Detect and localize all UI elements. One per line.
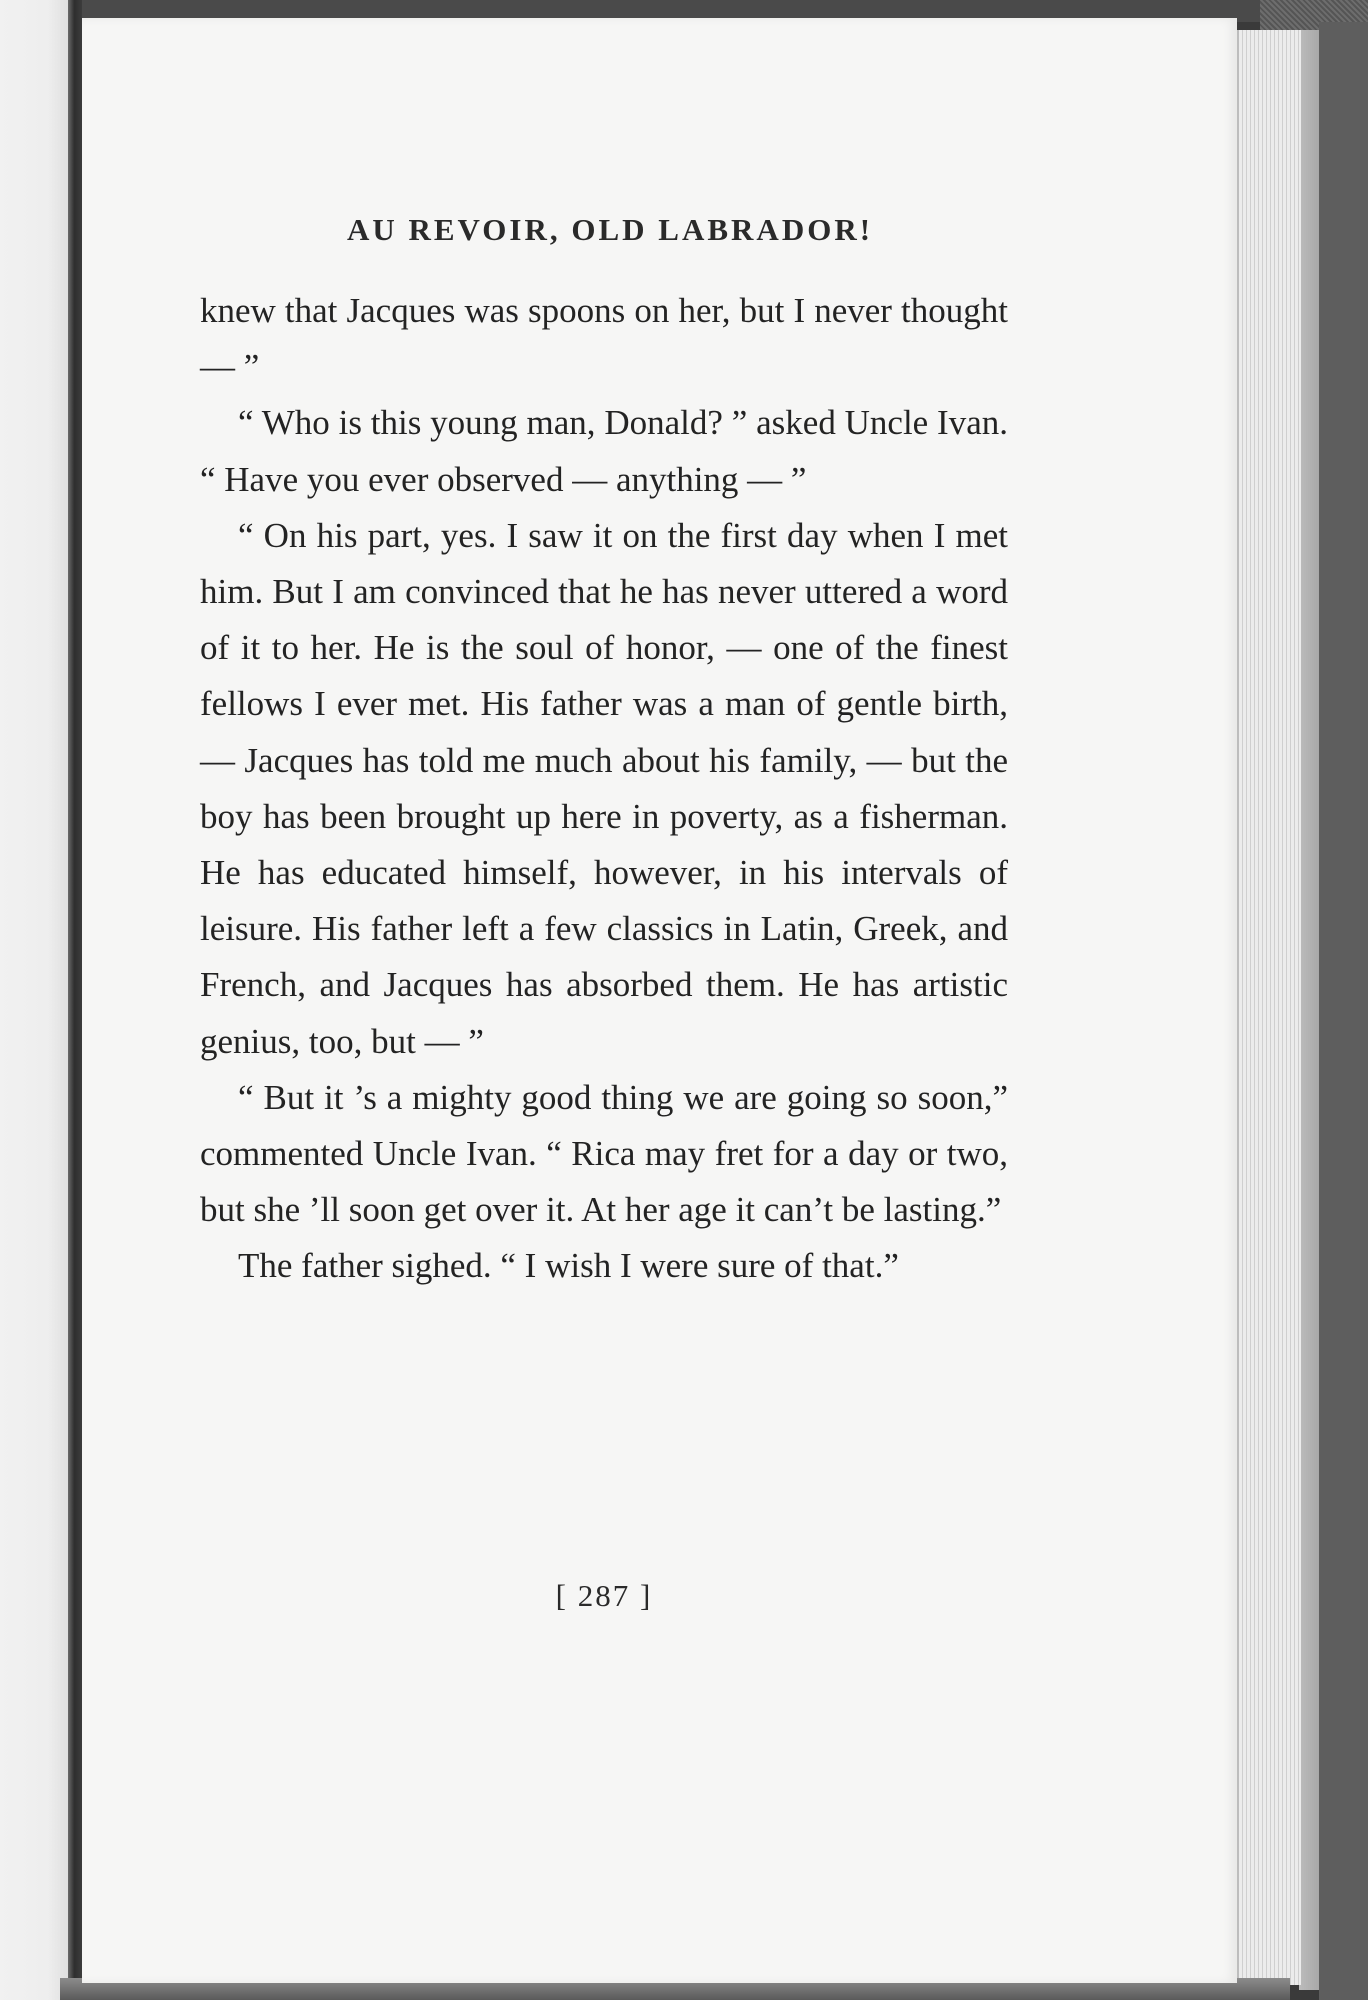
paragraph-continuation: knew that Jacques was spoons on her, but I never thought — ” [200,291,1008,387]
running-head: AU REVOIR, OLD LABRADOR! [346,212,874,247]
cover-edge [1299,30,1319,1990]
page-number: [ 287 ] [555,1578,653,1613]
paragraph: “ On his part, yes. I saw it on the first day when I met him. But I am convinced that he has never uttered a word of it to her. He is the soul of honor, — one of the finest fellows I ever met. His father was a man of gentle birth, — Jacques has told me much about his family, — but the boy has been brought up here in poverty, as a fisherman. He has educated himself, however, in his intervals of leisure. His father left a few classics in Latin, Greek, and French, and Jacques has absorbed them. He has artistic genius, too, but — ” [200,515,1008,1061]
cover-board-right [1319,22,1368,2000]
facing-page-left [0,0,68,2000]
paragraph: “ Who is this young man, Donald? ” asked Uncle Ivan. “ Have you ever observed — anything — ” [200,403,1008,499]
paragraph: “ But it ’s a mighty good thing we are going so soon,” commented Uncle Ivan. “ Rica may fret for a day or two, but she ’ll soon get over it. At her age it can’t be lasting.” [200,1077,1008,1230]
page-edges-stack [1237,30,1301,1985]
paragraph: The father sighed. “ I wish I were sure of that.” [238,1246,899,1286]
body-text [200,283,1008,1295]
book-gutter [68,0,82,2000]
